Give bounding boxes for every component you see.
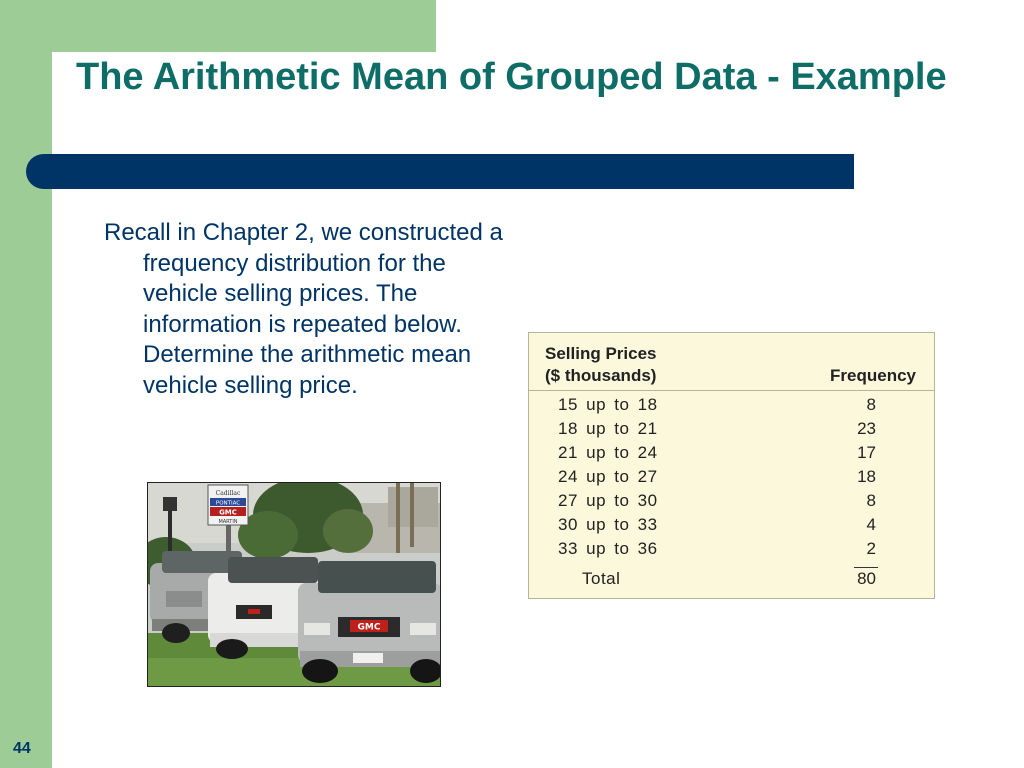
header-line-1: Selling Prices [545, 344, 657, 363]
frequency-value: 8 [866, 395, 876, 414]
class-interval: 30 up to 33 [558, 515, 658, 534]
table-total-row [529, 567, 934, 591]
car-dealership-photo [147, 482, 441, 687]
frequency-value: 17 [857, 443, 876, 462]
slide-number: 44 [13, 740, 31, 757]
class-interval: 15 up to 18 [558, 395, 658, 414]
class-interval: 21 up to 24 [558, 443, 658, 462]
class-interval: 33 up to 36 [558, 539, 658, 558]
frequency-value: 4 [866, 515, 876, 534]
total-value: 80 [857, 569, 876, 588]
green-side-band [0, 0, 52, 768]
table-row [529, 393, 934, 417]
class-interval: 18 up to 21 [558, 419, 658, 438]
header-line-2: ($ thousands) [545, 366, 657, 385]
title-underline-bar [26, 154, 854, 189]
header-divider [529, 390, 934, 391]
sign-text-pontiac: PONTIAC [215, 500, 241, 507]
table-row [529, 441, 934, 465]
table-row [529, 489, 934, 513]
sign-text-gmc: GMC [219, 508, 237, 517]
frequency-value: 18 [857, 467, 876, 486]
slide-title: The Arithmetic Mean of Grouped Data - Example [76, 56, 947, 98]
table-row [529, 513, 934, 537]
table-row [529, 465, 934, 489]
total-label: Total [582, 569, 621, 588]
table-row [529, 417, 934, 441]
sign-text-martin: MARTIN [218, 519, 238, 525]
class-interval: 24 up to 27 [558, 467, 658, 486]
frequency-value: 23 [857, 419, 876, 438]
class-interval: 27 up to 30 [558, 491, 658, 510]
body-paragraph: Recall in Chapter 2, we constructed a frequency distribution for the vehicle selling prices. The information is repeated below. Determine the arithmetic mean vehicle selling price. [104, 219, 503, 399]
grille-badge-text: GMC [357, 622, 381, 633]
table-row [529, 537, 934, 561]
green-top-band [0, 0, 436, 52]
frequency-table [528, 332, 935, 599]
sign-text-cadillac: Cadillac [215, 490, 241, 497]
frequency-value: 2 [866, 539, 876, 558]
frequency-value: 8 [866, 491, 876, 510]
table-header-frequency: Frequency [830, 366, 916, 385]
table-header-selling-prices [545, 343, 657, 387]
